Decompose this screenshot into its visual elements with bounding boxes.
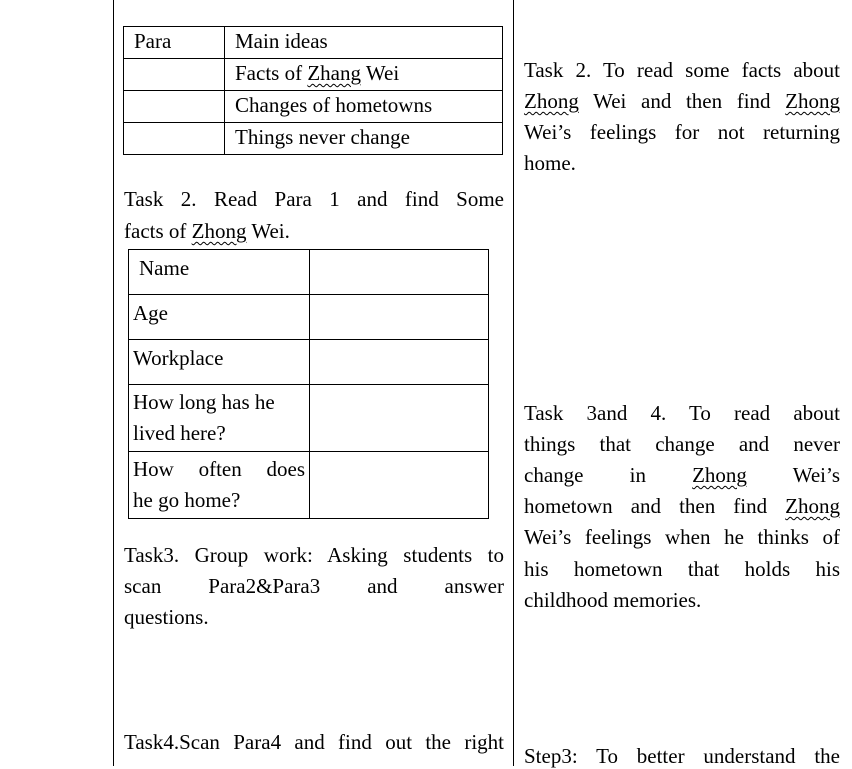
para-cell — [124, 123, 225, 155]
middle-divider-line — [513, 0, 514, 766]
spelling-flagged-word: Zhong — [692, 463, 747, 487]
main-idea-text: Facts of Zhang Wei — [235, 61, 400, 85]
facts-label-cell: Workplace — [129, 340, 310, 385]
main-idea-cell — [225, 59, 503, 91]
text-span: Wei. — [246, 219, 290, 243]
facts-table — [128, 249, 489, 519]
left-border-line — [113, 0, 114, 766]
table-row — [129, 340, 489, 385]
header-cell-main-ideas: Main ideas — [225, 27, 503, 59]
text-span: change in — [524, 463, 693, 487]
facts-label-cell — [129, 452, 310, 519]
para-cell — [124, 59, 225, 91]
right-task34-line4 — [524, 494, 840, 519]
left-task3-line3: questions. — [124, 605, 209, 629]
right-task34-line3 — [524, 463, 840, 488]
main-idea-cell: Things never change — [225, 123, 503, 155]
right-task34-line6: his hometown that holds his — [524, 557, 840, 581]
right-task2-line1: Task 2. To read some facts about — [524, 58, 840, 82]
facts-value-cell — [310, 452, 489, 519]
text-span: Wei’s — [746, 463, 841, 487]
spelling-flagged-word: Zhong — [785, 89, 840, 113]
table-row — [129, 452, 489, 519]
left-task2-line1: Task 2. Read Para 1 and find Some — [124, 187, 504, 211]
right-task2-line2 — [524, 89, 840, 114]
para-cell — [124, 91, 225, 123]
spelling-flagged-word: Zhang — [307, 61, 361, 85]
table-row — [124, 123, 503, 155]
facts-label-cell — [129, 385, 310, 452]
left-task4-line1: Task4.Scan Para4 and find out the right — [124, 730, 504, 754]
facts-value-cell — [310, 340, 489, 385]
left-task3-line1: Task3. Group work: Asking students to — [124, 543, 504, 567]
table-row — [129, 250, 489, 295]
right-step3-line1: Step3: To better understand the — [524, 744, 840, 768]
main-idea-cell: Changes of hometowns — [225, 91, 503, 123]
label-line: How often does — [133, 457, 305, 481]
facts-value-cell — [310, 385, 489, 452]
main-ideas-table — [123, 26, 503, 155]
text-span: hometown and then find — [524, 494, 786, 518]
table-row — [124, 27, 503, 59]
table-row — [129, 295, 489, 340]
right-task34-line5: Wei’s feelings when he thinks of — [524, 525, 840, 549]
right-task34-line7: childhood memories. — [524, 588, 702, 612]
right-task34-line1: Task 3and 4. To read about — [524, 401, 840, 425]
right-task2-line3: Wei’s feelings for not returning — [524, 120, 840, 144]
text-span: facts of — [124, 219, 192, 243]
table-row — [124, 59, 503, 91]
spelling-flagged-word: Zhong — [785, 494, 840, 518]
facts-label-cell: Name — [129, 250, 310, 295]
header-cell-para: Para — [124, 27, 225, 59]
table-row — [129, 385, 489, 452]
facts-label-cell: Age — [129, 295, 310, 340]
right-task34-line2: things that change and never — [524, 432, 840, 456]
spelling-flagged-word: Zhong — [191, 219, 247, 243]
text-span: Wei and then find — [578, 89, 786, 113]
label-line: he go home? — [133, 488, 241, 512]
facts-value-cell — [310, 250, 489, 295]
table-row — [124, 91, 503, 123]
label-line: How long has he — [133, 390, 275, 414]
right-task2-line4: home. — [524, 151, 576, 175]
spelling-flagged-word: Zhong — [524, 89, 579, 113]
left-task3-line2: scan Para2&Para3 and answer — [124, 574, 504, 598]
facts-value-cell — [310, 295, 489, 340]
label-line: lived here? — [133, 421, 226, 445]
left-task2-line2 — [124, 219, 290, 244]
